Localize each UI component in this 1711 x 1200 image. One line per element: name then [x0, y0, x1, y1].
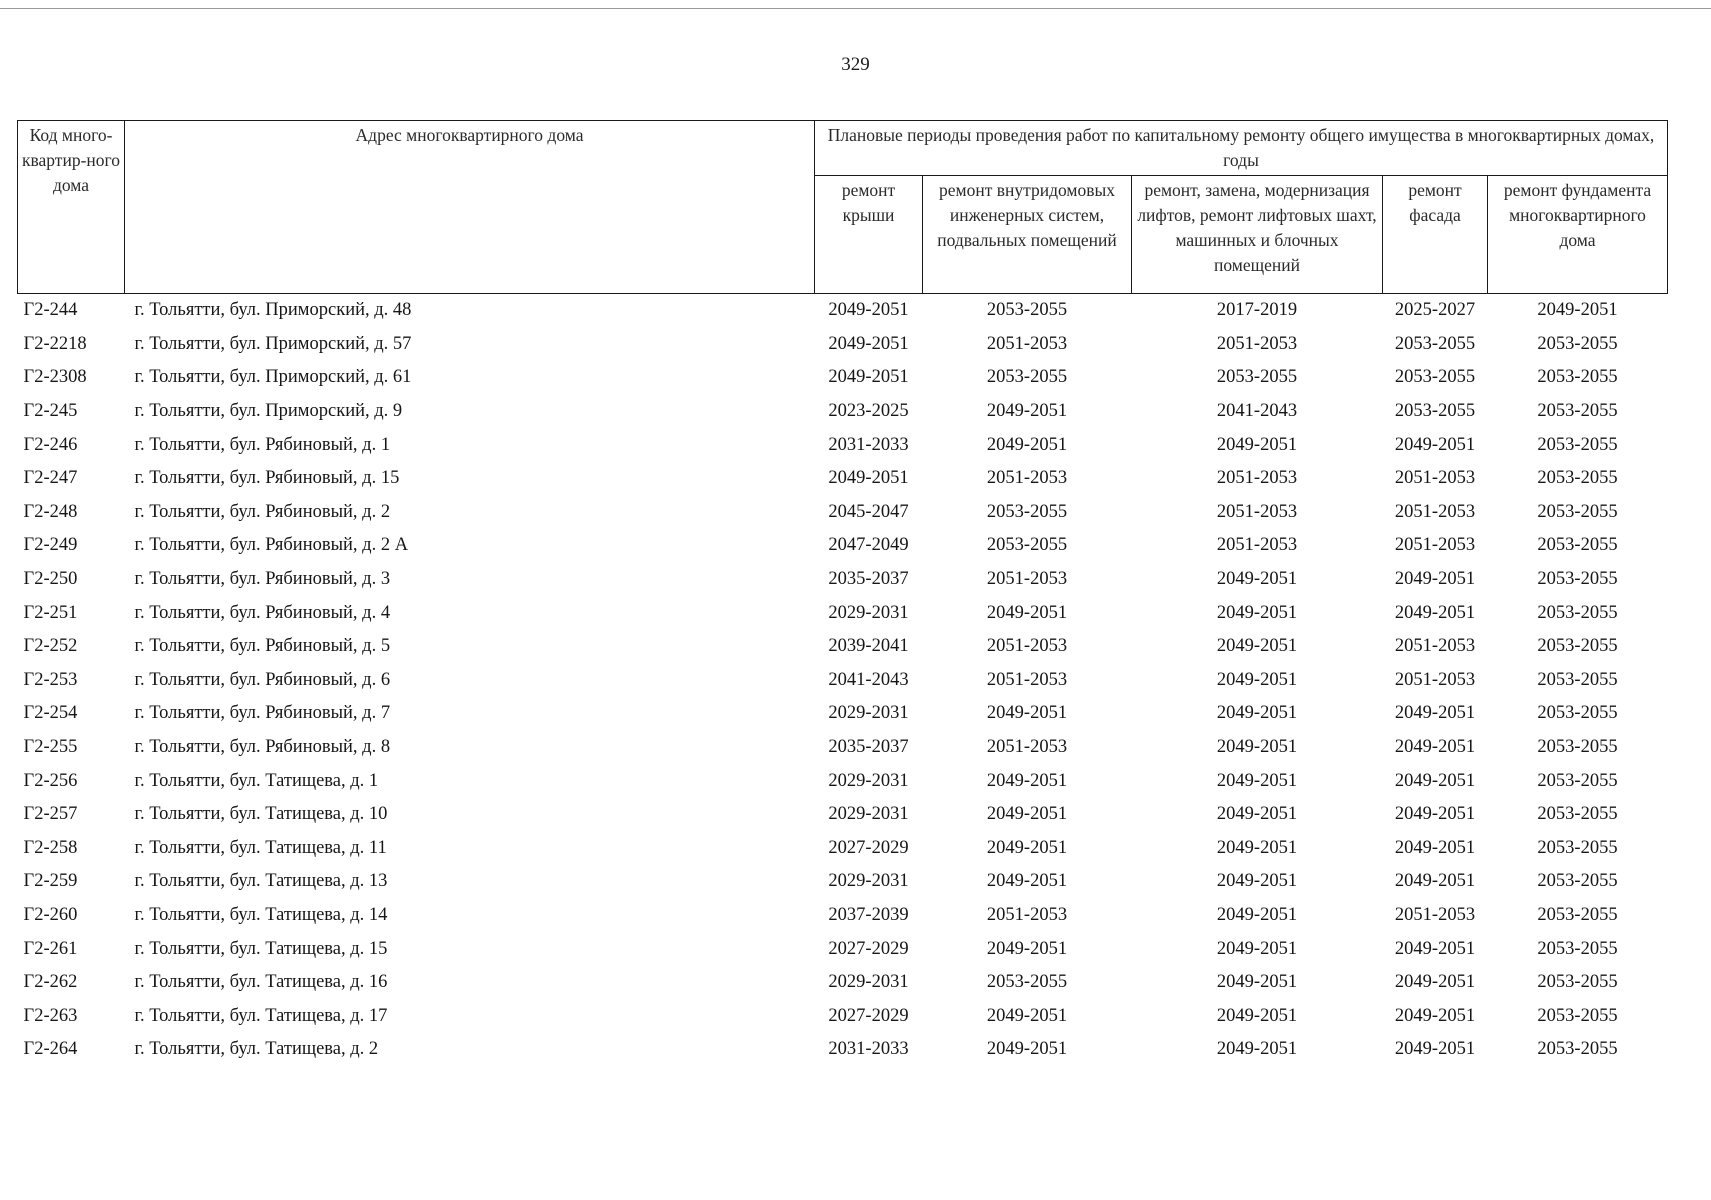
table-row: [18, 529, 1668, 563]
cell-engineering: 2049-2051: [986, 434, 1068, 455]
cell-roof: 2045-2047: [828, 501, 909, 522]
cell-foundation: 2053-2055: [1537, 434, 1618, 455]
cell-code: Г2-256: [23, 770, 78, 791]
cell-elevators: 2049-2051: [1216, 569, 1298, 590]
header-roof: ремонт крыши: [815, 176, 923, 294]
cell-elevators: 2051-2053: [1216, 468, 1298, 489]
cell-foundation: 2053-2055: [1537, 703, 1618, 724]
cell-roof: 2029-2031: [828, 972, 909, 993]
cell-address: г. Тольятти, бул. Рябиновый, д. 3: [134, 569, 391, 590]
table-row: [18, 361, 1668, 395]
cell-engineering: 2051-2053: [986, 333, 1068, 354]
cell-code: Г2-248: [23, 501, 78, 522]
cell-code: Г2-247: [23, 468, 78, 489]
cell-elevators: 2049-2051: [1216, 1039, 1298, 1060]
cell-roof: 2027-2029: [828, 837, 909, 858]
cell-elevators: 2049-2051: [1216, 737, 1298, 758]
cell-engineering: 2049-2051: [986, 1005, 1068, 1026]
cell-foundation: 2053-2055: [1537, 602, 1618, 623]
cell-engineering: 2049-2051: [986, 938, 1068, 959]
cell-address: г. Тольятти, бул. Рябиновый, д. 1: [134, 434, 391, 455]
table-header: [18, 121, 1668, 294]
cell-foundation: 2053-2055: [1537, 669, 1618, 690]
cell-roof: 2039-2041: [828, 636, 909, 657]
cell-elevators: 2049-2051: [1216, 904, 1298, 925]
cell-facade: 2049-2051: [1394, 972, 1476, 993]
table-row: [18, 731, 1668, 765]
cell-roof: 2041-2043: [828, 669, 909, 690]
cell-code: Г2-263: [23, 1005, 78, 1026]
cell-facade: 2053-2055: [1394, 401, 1476, 422]
cell-engineering: 2051-2053: [986, 636, 1068, 657]
cell-roof: 2049-2051: [828, 367, 909, 388]
cell-engineering: 2049-2051: [986, 1039, 1068, 1060]
table-body: [18, 294, 1668, 1067]
cell-facade: 2051-2053: [1394, 535, 1476, 556]
cell-facade: 2025-2027: [1394, 300, 1476, 321]
cell-roof: 2027-2029: [828, 938, 909, 959]
cell-engineering: 2053-2055: [986, 535, 1068, 556]
cell-roof: 2037-2039: [828, 904, 909, 925]
cell-code: Г2-252: [23, 636, 78, 657]
cell-roof: 2023-2025: [828, 401, 909, 422]
cell-facade: 2049-2051: [1394, 770, 1476, 791]
header-foundation: ремонт фундамента многоквартирного дома: [1488, 176, 1668, 294]
cell-code: Г2-253: [23, 669, 78, 690]
table-row: [18, 496, 1668, 530]
cell-facade: 2049-2051: [1394, 703, 1476, 724]
cell-foundation: 2053-2055: [1537, 569, 1618, 590]
cell-elevators: 2049-2051: [1216, 804, 1298, 825]
cell-foundation: 2053-2055: [1537, 401, 1618, 422]
cell-roof: 2031-2033: [828, 434, 909, 455]
table-row: [18, 664, 1668, 698]
table-row: [18, 764, 1668, 798]
cell-code: Г2-2308: [23, 367, 87, 388]
cell-facade: 2051-2053: [1394, 468, 1476, 489]
cell-elevators: 2049-2051: [1216, 837, 1298, 858]
header-code: Код много-квартир-ного дома: [18, 121, 125, 294]
cell-foundation: 2053-2055: [1537, 501, 1618, 522]
cell-foundation: 2053-2055: [1537, 737, 1618, 758]
cell-address: г. Тольятти, бул. Рябиновый, д. 5: [134, 636, 391, 657]
table-row: [18, 395, 1668, 429]
cell-engineering: 2053-2055: [986, 501, 1068, 522]
cell-foundation: 2053-2055: [1537, 972, 1618, 993]
table-row: [18, 999, 1668, 1033]
cell-roof: 2049-2051: [828, 468, 909, 489]
cell-address: г. Тольятти, бул. Татищева, д. 17: [134, 1005, 388, 1026]
cell-code: Г2-244: [23, 300, 78, 321]
cell-facade: 2051-2053: [1394, 501, 1476, 522]
cell-foundation: 2053-2055: [1537, 333, 1618, 354]
table-row: [18, 294, 1668, 328]
cell-address: г. Тольятти, бул. Приморский, д. 61: [134, 367, 412, 388]
cell-engineering: 2049-2051: [986, 401, 1068, 422]
cell-elevators: 2051-2053: [1216, 501, 1298, 522]
cell-engineering: 2051-2053: [986, 904, 1068, 925]
cell-elevators: 2049-2051: [1216, 703, 1298, 724]
cell-foundation: 2053-2055: [1537, 367, 1618, 388]
cell-engineering: 2049-2051: [986, 871, 1068, 892]
cell-facade: 2049-2051: [1394, 602, 1476, 623]
cell-facade: 2053-2055: [1394, 333, 1476, 354]
cell-engineering: 2051-2053: [986, 468, 1068, 489]
table-row: [18, 630, 1668, 664]
cell-code: Г2-260: [23, 904, 78, 925]
cell-elevators: 2049-2051: [1216, 770, 1298, 791]
cell-roof: 2029-2031: [828, 602, 909, 623]
table-row: [18, 563, 1668, 597]
cell-code: Г2-259: [23, 871, 78, 892]
table-row: [18, 1033, 1668, 1067]
header-engineering: ремонт внутридомовых инженерных систем, подвальных помещений: [923, 176, 1132, 294]
cell-foundation: 2053-2055: [1537, 636, 1618, 657]
cell-engineering: 2049-2051: [986, 602, 1068, 623]
scan-edge-line: [0, 8, 1711, 9]
cell-foundation: 2053-2055: [1537, 468, 1618, 489]
cell-engineering: 2049-2051: [986, 703, 1068, 724]
table-row: [18, 865, 1668, 899]
cell-address: г. Тольятти, бул. Рябиновый, д. 8: [134, 737, 391, 758]
cell-code: Г2-245: [23, 401, 78, 422]
cell-elevators: 2051-2053: [1216, 333, 1298, 354]
cell-address: г. Тольятти, бул. Рябиновый, д. 15: [134, 468, 400, 489]
header-elevators: ремонт, замена, модернизация лифтов, ремонт лифтовых шахт, машинных и блочных помещений: [1132, 176, 1383, 294]
cell-facade: 2049-2051: [1394, 1039, 1476, 1060]
cell-foundation: 2053-2055: [1537, 1039, 1618, 1060]
cell-facade: 2049-2051: [1394, 938, 1476, 959]
cell-facade: 2051-2053: [1394, 904, 1476, 925]
table-row: [18, 798, 1668, 832]
cell-engineering: 2051-2053: [986, 669, 1068, 690]
cell-address: г. Тольятти, бул. Рябиновый, д. 6: [134, 669, 391, 690]
cell-elevators: 2041-2043: [1216, 401, 1298, 422]
cell-code: Г2-257: [23, 804, 78, 825]
cell-facade: 2051-2053: [1394, 636, 1476, 657]
cell-elevators: 2049-2051: [1216, 434, 1298, 455]
cell-code: Г2-251: [23, 602, 78, 623]
cell-foundation: 2053-2055: [1537, 770, 1618, 791]
cell-address: г. Тольятти, бул. Рябиновый, д. 2 А: [134, 535, 409, 556]
cell-elevators: 2049-2051: [1216, 602, 1298, 623]
cell-address: г. Тольятти, бул. Татищева, д. 2: [134, 1039, 379, 1060]
cell-roof: 2049-2051: [828, 300, 909, 321]
cell-address: г. Тольятти, бул. Рябиновый, д. 2: [134, 501, 391, 522]
table-row: [18, 832, 1668, 866]
cell-facade: 2053-2055: [1394, 367, 1476, 388]
cell-code: Г2-249: [23, 535, 78, 556]
cell-foundation: 2053-2055: [1537, 871, 1618, 892]
table-row: [18, 462, 1668, 496]
cell-address: г. Тольятти, бул. Приморский, д. 57: [134, 333, 412, 354]
table-row: [18, 428, 1668, 462]
cell-address: г. Тольятти, бул. Рябиновый, д. 7: [134, 703, 391, 724]
table-row: [18, 966, 1668, 1000]
cell-elevators: 2017-2019: [1216, 300, 1298, 321]
cell-foundation: 2053-2055: [1537, 1005, 1618, 1026]
cell-address: г. Тольятти, бул. Татищева, д. 15: [134, 938, 388, 959]
cell-code: Г2-2218: [23, 333, 87, 354]
cell-facade: 2049-2051: [1394, 737, 1476, 758]
cell-engineering: 2051-2053: [986, 569, 1068, 590]
cell-address: г. Тольятти, бул. Татищева, д. 10: [134, 804, 388, 825]
page-number: 329: [841, 54, 870, 75]
table-row: [18, 932, 1668, 966]
cell-engineering: 2053-2055: [986, 367, 1068, 388]
cell-engineering: 2049-2051: [986, 770, 1068, 791]
table-row: [18, 596, 1668, 630]
cell-engineering: 2053-2055: [986, 972, 1068, 993]
cell-foundation: 2053-2055: [1537, 938, 1618, 959]
cell-roof: 2029-2031: [828, 703, 909, 724]
cell-roof: 2027-2029: [828, 1005, 909, 1026]
cell-facade: 2049-2051: [1394, 871, 1476, 892]
cell-elevators: 2049-2051: [1216, 636, 1298, 657]
cell-elevators: 2049-2051: [1216, 1005, 1298, 1026]
cell-facade: 2049-2051: [1394, 569, 1476, 590]
cell-code: Г2-262: [23, 972, 78, 993]
cell-elevators: 2049-2051: [1216, 938, 1298, 959]
cell-facade: 2049-2051: [1394, 804, 1476, 825]
cell-roof: 2029-2031: [828, 804, 909, 825]
header-periods: Плановые периоды проведения работ по капитальному ремонту общего имущества в многоквартирных домах, годы: [815, 121, 1668, 176]
cell-address: г. Тольятти, бул. Приморский, д. 9: [134, 401, 403, 422]
cell-foundation: 2053-2055: [1537, 904, 1618, 925]
cell-code: Г2-255: [23, 737, 78, 758]
cell-code: Г2-250: [23, 569, 78, 590]
cell-roof: 2031-2033: [828, 1039, 909, 1060]
cell-engineering: 2049-2051: [986, 837, 1068, 858]
cell-engineering: 2049-2051: [986, 804, 1068, 825]
header-facade: ремонт фасада: [1383, 176, 1488, 294]
cell-roof: 2029-2031: [828, 770, 909, 791]
cell-elevators: 2049-2051: [1216, 669, 1298, 690]
cell-facade: 2049-2051: [1394, 837, 1476, 858]
cell-address: г. Тольятти, бул. Рябиновый, д. 4: [134, 602, 391, 623]
cell-roof: 2047-2049: [828, 535, 909, 556]
cell-foundation: 2053-2055: [1537, 535, 1618, 556]
cell-address: г. Тольятти, бул. Татищева, д. 1: [134, 770, 379, 791]
cell-code: Г2-254: [23, 703, 78, 724]
cell-roof: 2035-2037: [828, 569, 909, 590]
cell-roof: 2049-2051: [828, 333, 909, 354]
cell-elevators: 2053-2055: [1216, 367, 1298, 388]
header-address: Адрес многоквартирного дома: [125, 121, 815, 294]
table-row: [18, 899, 1668, 933]
cell-elevators: 2049-2051: [1216, 871, 1298, 892]
cell-roof: 2029-2031: [828, 871, 909, 892]
cell-code: Г2-258: [23, 837, 78, 858]
cell-foundation: 2053-2055: [1537, 837, 1618, 858]
cell-engineering: 2053-2055: [986, 300, 1068, 321]
cell-address: г. Тольятти, бул. Татищева, д. 13: [134, 871, 388, 892]
cell-code: Г2-264: [23, 1039, 78, 1060]
cell-facade: 2049-2051: [1394, 1005, 1476, 1026]
cell-address: г. Тольятти, бул. Татищева, д. 16: [134, 972, 388, 993]
table-row: [18, 328, 1668, 362]
table-row: [18, 697, 1668, 731]
cell-roof: 2035-2037: [828, 737, 909, 758]
cell-address: г. Тольятти, бул. Татищева, д. 11: [134, 837, 387, 858]
cell-elevators: 2051-2053: [1216, 535, 1298, 556]
cell-facade: 2051-2053: [1394, 669, 1476, 690]
cell-engineering: 2051-2053: [986, 737, 1068, 758]
cell-facade: 2049-2051: [1394, 434, 1476, 455]
cell-foundation: 2049-2051: [1537, 300, 1618, 321]
cell-elevators: 2049-2051: [1216, 972, 1298, 993]
capital-repair-table: [17, 120, 1668, 1067]
cell-code: Г2-261: [23, 938, 78, 959]
cell-foundation: 2053-2055: [1537, 804, 1618, 825]
cell-code: Г2-246: [23, 434, 78, 455]
cell-address: г. Тольятти, бул. Татищева, д. 14: [134, 904, 388, 925]
cell-address: г. Тольятти, бул. Приморский, д. 48: [134, 300, 412, 321]
